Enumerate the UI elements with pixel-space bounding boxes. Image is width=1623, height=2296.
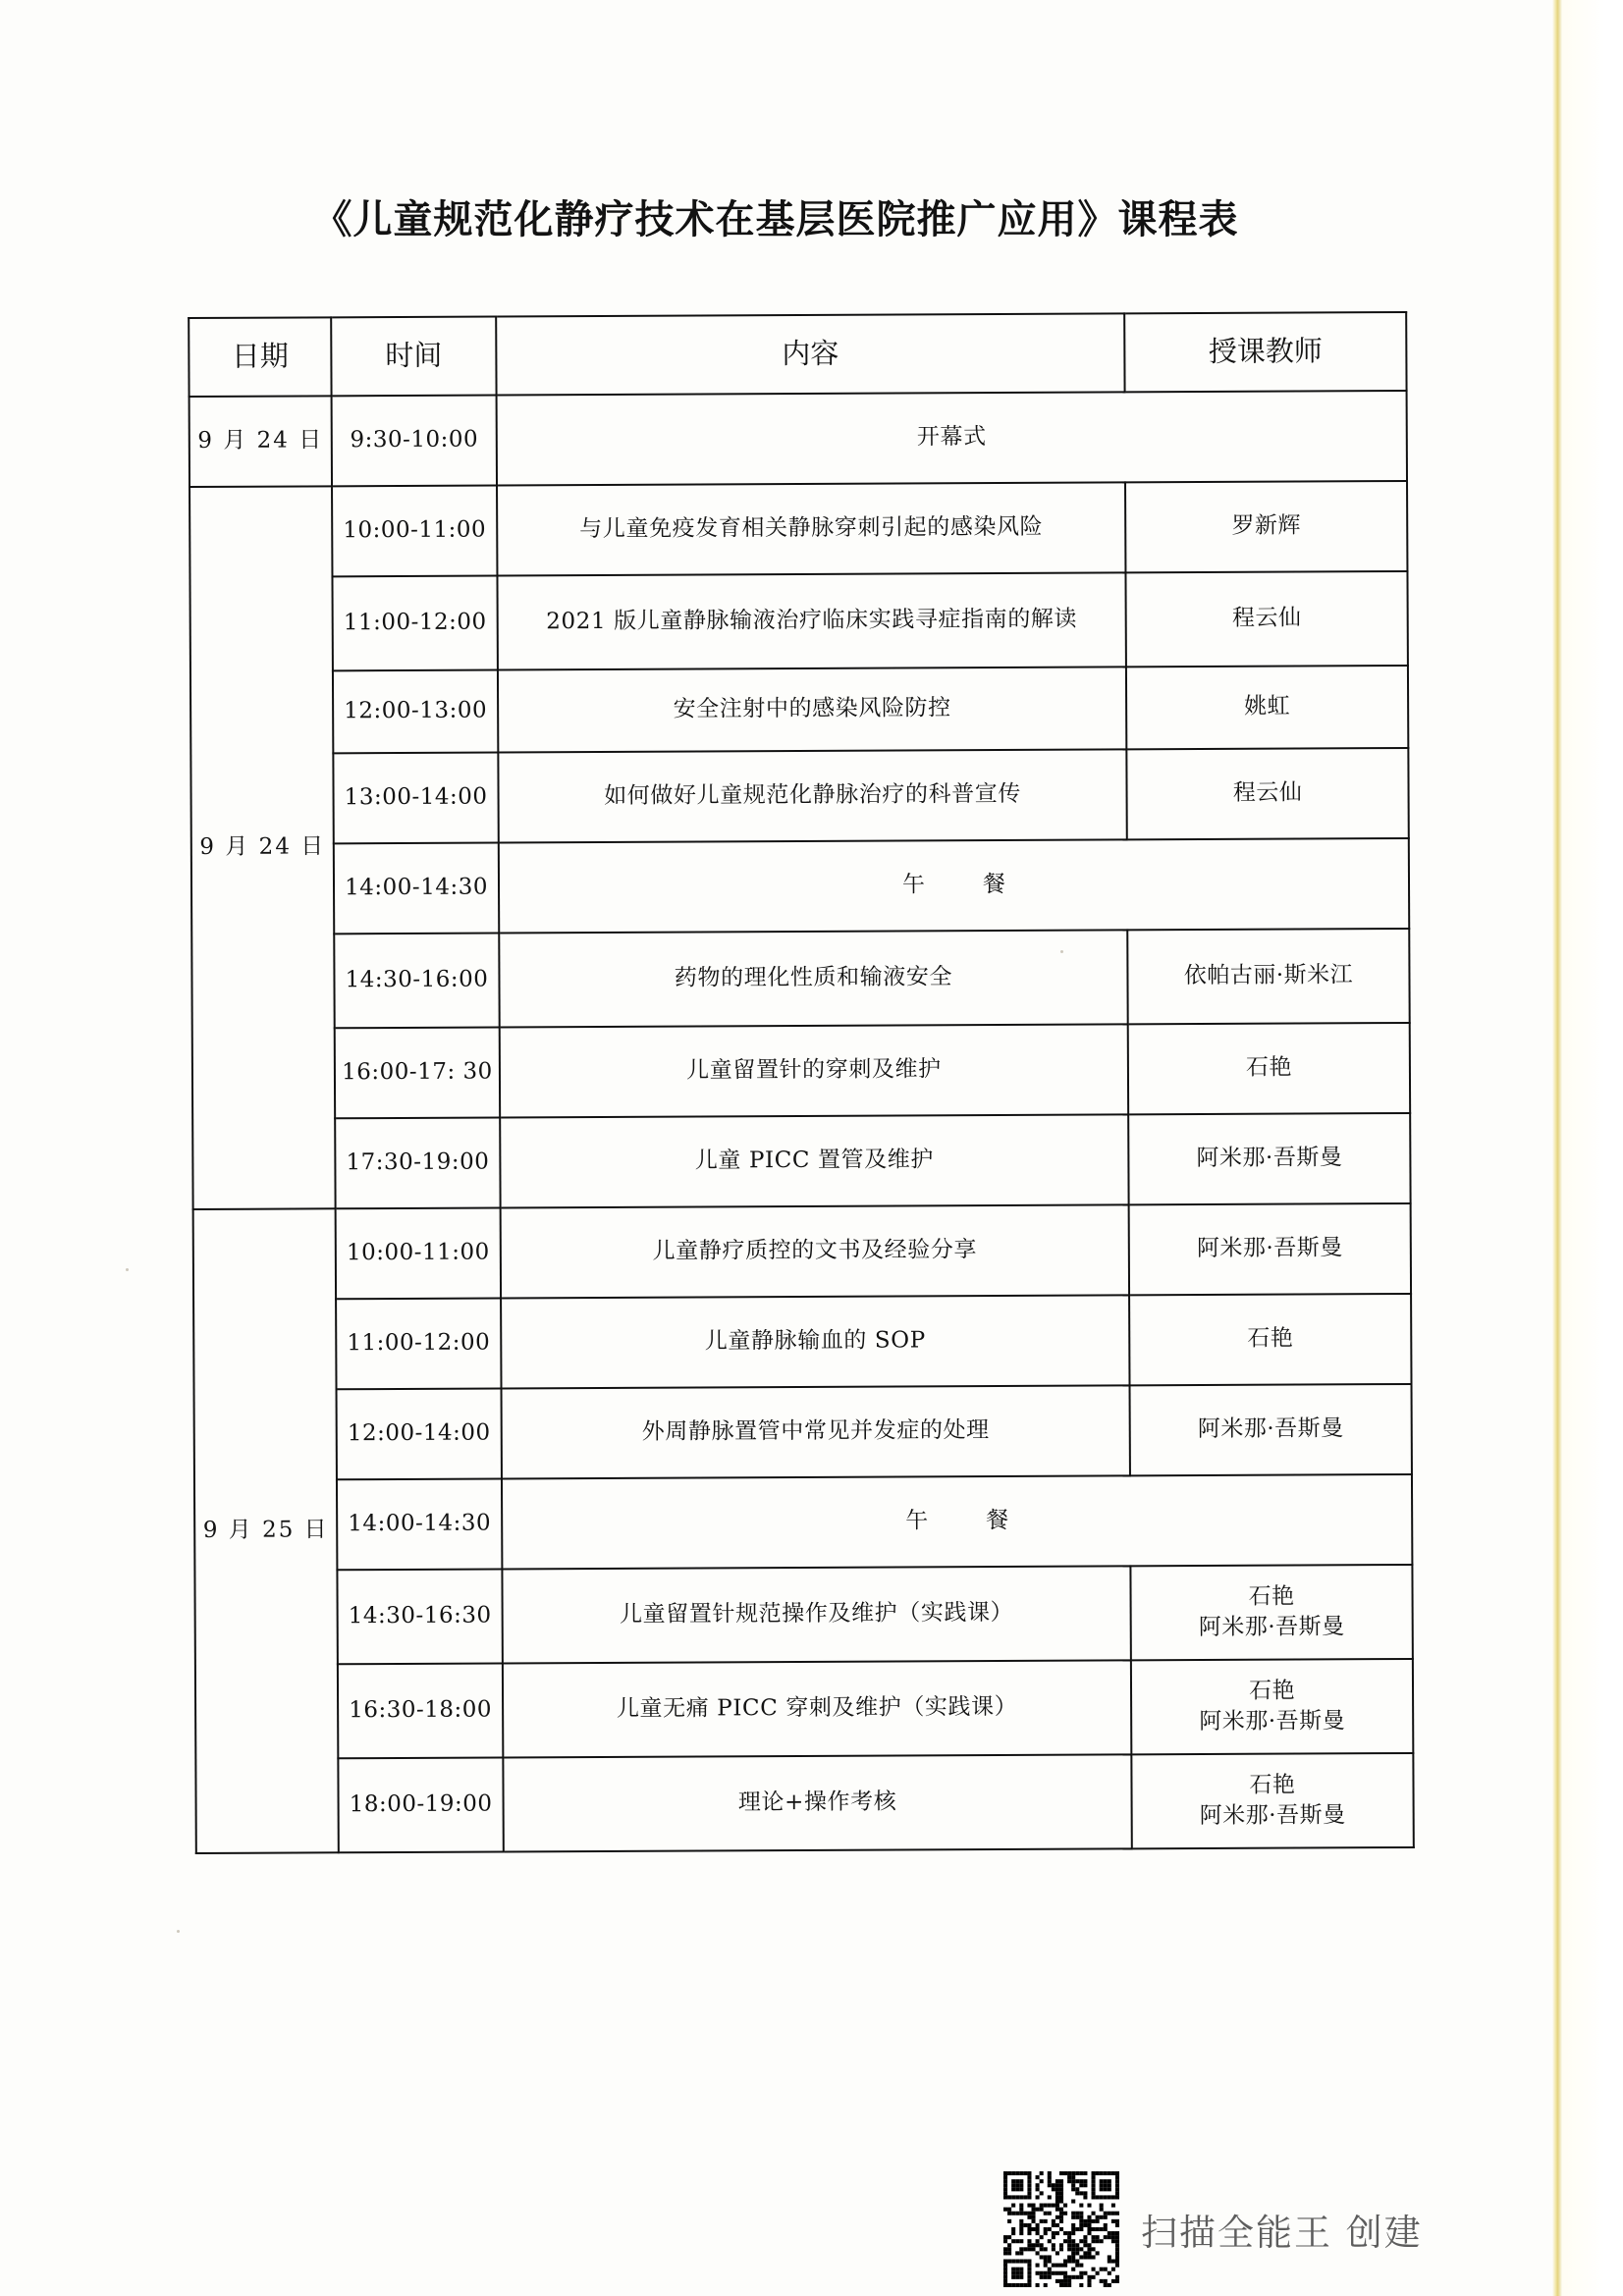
cell-date: 9 月 24 日 [189, 486, 336, 1209]
cell-time: 13:00-14:00 [333, 752, 498, 843]
watermark-text: 扫描全能王 创建 [1141, 2212, 1423, 2254]
qr-code-icon [1003, 2171, 1119, 2287]
table-row [194, 1474, 1412, 1571]
cell-content: 如何做好儿童规范化静脉治疗的科普宣传 [498, 749, 1126, 842]
cell-time: 9:30-10:00 [332, 396, 497, 487]
cell-teacher: 石艳 [1128, 1023, 1410, 1114]
table-row [193, 1294, 1411, 1390]
cell-time: 10:00-11:00 [332, 486, 497, 577]
cell-time: 18:00-19:00 [338, 1757, 503, 1852]
cell-time: 11:00-12:00 [332, 576, 497, 671]
table-row [190, 748, 1408, 844]
cell-time: 14:00-14:30 [337, 1478, 502, 1570]
cell-teacher: 阿米那·吾斯曼 [1128, 1113, 1410, 1204]
cell-time: 12:00-14:00 [337, 1388, 502, 1479]
cell-time: 14:30-16:00 [334, 933, 499, 1028]
table-row [195, 1659, 1413, 1759]
cell-content: 开幕式 [497, 391, 1407, 486]
table-header-row [189, 312, 1406, 397]
cell-content: 儿童静脉输血的 SOP [501, 1295, 1129, 1388]
table-row [192, 1023, 1410, 1119]
cell-time: 17:30-19:00 [335, 1117, 500, 1208]
scan-speck [177, 1930, 180, 1933]
table-row [195, 1753, 1413, 1853]
schedule-table [188, 311, 1415, 1854]
cell-teacher: 罗新辉 [1125, 481, 1407, 572]
teacher-name-primary: 石艳 [1248, 1678, 1296, 1704]
cell-content: 午 餐 [502, 1474, 1412, 1570]
page-edge-shadow [1552, 0, 1562, 2296]
cell-content: 外周静脉置管中常见并发症的处理 [502, 1385, 1130, 1478]
cell-content: 药物的理化性质和输液安全 [499, 930, 1127, 1027]
cell-time: 16:30-18:00 [338, 1663, 503, 1758]
cell-teacher [1131, 1753, 1413, 1848]
cell-teacher [1130, 1565, 1412, 1660]
teacher-name-primary: 石艳 [1248, 1583, 1295, 1610]
teacher-name-primary: 石艳 [1249, 1772, 1296, 1798]
cell-content: 与儿童免疫发育相关静脉穿刺引起的感染风险 [497, 482, 1125, 575]
cell-teacher [1131, 1659, 1413, 1754]
cell-time: 10:00-11:00 [336, 1207, 501, 1299]
cell-date: 9 月 24 日 [189, 396, 332, 487]
schedule-table-body [189, 391, 1414, 1853]
cell-content: 儿童留置针的穿刺及维护 [500, 1024, 1128, 1117]
cell-content: 2021 版儿童静脉输液治疗临床实践寻症指南的解读 [497, 572, 1125, 669]
table-row [189, 571, 1407, 671]
cell-content: 儿童静疗质控的文书及经验分享 [501, 1204, 1129, 1298]
cell-time: 14:30-16:30 [337, 1569, 502, 1664]
table-row [192, 1113, 1410, 1209]
cell-time: 11:00-12:00 [336, 1298, 501, 1389]
page-title: 《儿童规范化静疗技术在基层医院推广应用》课程表 [312, 196, 1239, 242]
cell-content: 儿童无痛 PICC 穿刺及维护（实践课） [503, 1660, 1131, 1757]
column-header-date: 日期 [189, 317, 331, 397]
table-row [194, 1384, 1412, 1480]
table-row [191, 838, 1409, 934]
cell-content: 儿童 PICC 置管及维护 [500, 1114, 1128, 1207]
teacher-name-secondary: 阿米那·吾斯曼 [1198, 1614, 1345, 1641]
cell-teacher: 程云仙 [1125, 571, 1407, 667]
column-header-content: 内容 [496, 313, 1124, 395]
table-row [194, 1565, 1412, 1665]
cell-date: 9 月 25 日 [193, 1208, 339, 1853]
cell-teacher: 阿米那·吾斯曼 [1129, 1203, 1411, 1295]
cell-content: 儿童留置针规范操作及维护（实践课） [502, 1566, 1130, 1663]
cell-content: 理论+操作考核 [503, 1754, 1131, 1851]
teacher-name-secondary: 阿米那·吾斯曼 [1199, 1708, 1346, 1735]
cell-content: 安全注射中的感染风险防控 [498, 667, 1126, 752]
column-header-teacher: 授课教师 [1124, 312, 1406, 392]
cell-content: 午 餐 [499, 838, 1409, 934]
table-row [189, 391, 1407, 487]
page-edge-light [1562, 0, 1623, 2296]
table-row [191, 929, 1409, 1029]
teacher-name-secondary: 阿米那·吾斯曼 [1199, 1802, 1346, 1830]
table-row [193, 1203, 1411, 1300]
cell-time: 14:00-14:30 [334, 842, 499, 934]
table-row [190, 666, 1408, 754]
cell-teacher: 姚虹 [1126, 666, 1408, 749]
camscanner-watermark [1003, 2171, 1423, 2287]
cell-time: 12:00-13:00 [333, 670, 498, 754]
table-row [189, 481, 1407, 577]
cell-teacher: 依帕古丽·斯米江 [1127, 929, 1409, 1024]
cell-time: 16:00-17: 30 [335, 1027, 500, 1118]
cell-teacher: 程云仙 [1126, 748, 1408, 839]
column-header-time: 时间 [331, 317, 496, 397]
cell-teacher: 石艳 [1129, 1294, 1411, 1385]
scan-speck [126, 1268, 129, 1271]
schedule-table-container [188, 311, 1413, 1854]
cell-teacher: 阿米那·吾斯曼 [1130, 1384, 1412, 1475]
